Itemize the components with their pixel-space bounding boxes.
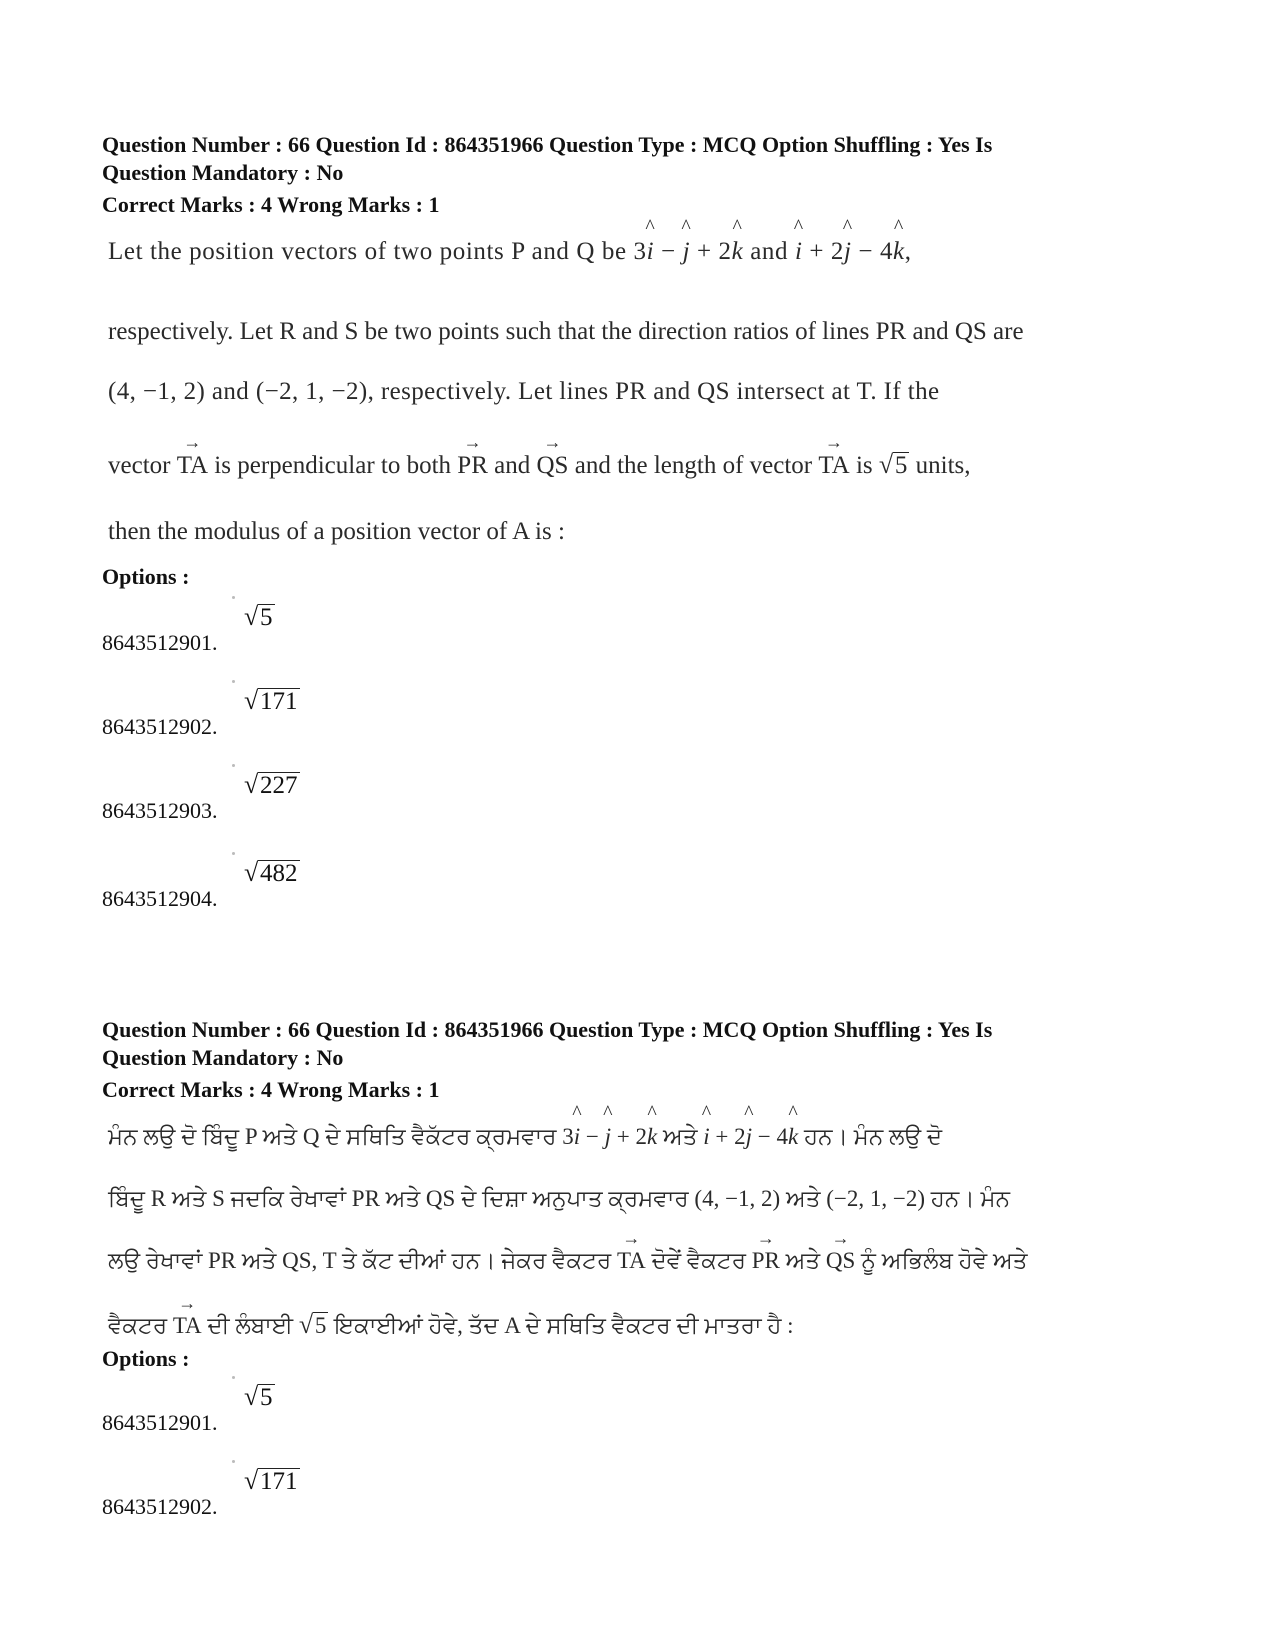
option-value: √ 171 bbox=[244, 686, 298, 715]
vector-ta: → TA bbox=[173, 1313, 202, 1339]
option-item[interactable] bbox=[102, 1376, 502, 1436]
sqrt-five: √ 5 bbox=[878, 450, 908, 479]
option-item[interactable] bbox=[102, 596, 502, 656]
question-header-line2: Question Mandatory : No bbox=[102, 1045, 344, 1070]
option-item[interactable] bbox=[102, 1460, 502, 1520]
question-header bbox=[102, 131, 992, 219]
option-value: √ 227 bbox=[244, 770, 298, 799]
vector-ta: → TA bbox=[617, 1248, 646, 1274]
vector-ta: → TA bbox=[177, 452, 208, 480]
vector-pr: → PR bbox=[457, 452, 488, 480]
option-id: 8643512904. bbox=[102, 886, 218, 911]
options-label: Options : bbox=[102, 564, 190, 589]
option-id: 8643512903. bbox=[102, 798, 218, 823]
vector-qs: → QS bbox=[537, 452, 569, 480]
question-text-line1: Let the position vectors of two points P and Q be 3^ i − ^ j + 2^ k and ^ i + 2^ j − 4^ k, bbox=[108, 238, 912, 266]
vector-pr: → PR bbox=[752, 1248, 780, 1274]
option-item[interactable] bbox=[102, 680, 502, 740]
question-text-line4: vector → TA is perpendicular to both → PR and → QS and the length of vector → TA is √ 5 units, bbox=[108, 452, 971, 480]
option-value: √ 5 bbox=[244, 602, 273, 631]
vector-qs: → QS bbox=[826, 1248, 855, 1274]
question-text-line5: then the modulus of a position vector of A is : bbox=[108, 518, 565, 545]
vector-ta: → TA bbox=[818, 452, 849, 480]
question-header bbox=[102, 1016, 992, 1104]
question-text-line3: ਲਉ ਰੇਖਾਵਾਂ PR ਅਤੇ QS, T ਤੇ ਕੱਟ ਦੀਆਂ ਹਨ। ਜੇਕਰ ਵੈਕਟਰ → TA ਦੋਵੇਂ ਵੈਕਟਰ → PR ਅਤੇ → QS ਨੂੰ ਅਭਿਲੰਬ ਹੋਵੇ ਅਤੇ bbox=[108, 1248, 1027, 1274]
marks-line: Correct Marks : 4 Wrong Marks : 1 bbox=[102, 192, 440, 217]
option-item[interactable] bbox=[102, 852, 502, 912]
question-text-line2: ਬਿੰਦੂ R ਅਤੇ S ਜਦਕਿ ਰੇਖਾਵਾਂ PR ਅਤੇ QS ਦੇ ਦਿਸ਼ਾ ਅਨੁਪਾਤ ਕ੍ਰਮਵਾਰ (4, −1, 2) ਅਤੇ (−2, 1, −2) ਹਨ। ਮੰਨ bbox=[108, 1186, 1010, 1211]
option-value: √ 482 bbox=[244, 858, 298, 887]
question-text-line4: ਵੈਕਟਰ → TA ਦੀ ਲੰਬਾਈ √ 5 ਇਕਾਈਆਂ ਹੋਵੇ, ਤੱਦ A ਦੇ ਸਥਿਤਿ ਵੈਕਟਰ ਦੀ ਮਾਤਰਾ ਹੈ : bbox=[108, 1312, 794, 1339]
option-id: 8643512901. bbox=[102, 630, 218, 655]
option-item[interactable] bbox=[102, 764, 502, 824]
question-header-line1: Question Number : 66 Question Id : 864351966 Question Type : MCQ Option Shuffling : Yes Is bbox=[102, 1017, 993, 1042]
sqrt-five: √ 5 bbox=[298, 1310, 327, 1339]
question-text-line1: ਮੰਨ ਲਉ ਦੋ ਬਿੰਦੂ P ਅਤੇ Q ਦੇ ਸਥਿਤਿ ਵੈਕੱਟਰ ਕ੍ਰਮਵਾਰ 3^ i − ^ j + 2^ k ਅਤੇ ^ i + 2^ j − 4^ k ਹਨ। ਮੰਨ ਲਉ ਦੋ bbox=[108, 1124, 942, 1150]
question-header-line1: Question Number : 66 Question Id : 864351966 Question Type : MCQ Option Shuffling : Yes Is bbox=[102, 132, 993, 157]
option-id: 8643512901. bbox=[102, 1410, 218, 1435]
question-text-line2: respectively. Let R and S be two points such that the direction ratios of lines PR and QS are bbox=[108, 318, 1024, 345]
options-label: Options : bbox=[102, 1346, 190, 1371]
question-header-line2: Question Mandatory : No bbox=[102, 160, 344, 185]
question-text-line3: (4, −1, 2) and (−2, 1, −2), respectively. Let lines PR and QS intersect at T. If the bbox=[108, 378, 940, 405]
option-id: 8643512902. bbox=[102, 714, 218, 739]
option-value: √ 5 bbox=[244, 1382, 273, 1411]
option-value: √ 171 bbox=[244, 1466, 298, 1495]
option-id: 8643512902. bbox=[102, 1494, 218, 1519]
marks-line: Correct Marks : 4 Wrong Marks : 1 bbox=[102, 1077, 440, 1102]
